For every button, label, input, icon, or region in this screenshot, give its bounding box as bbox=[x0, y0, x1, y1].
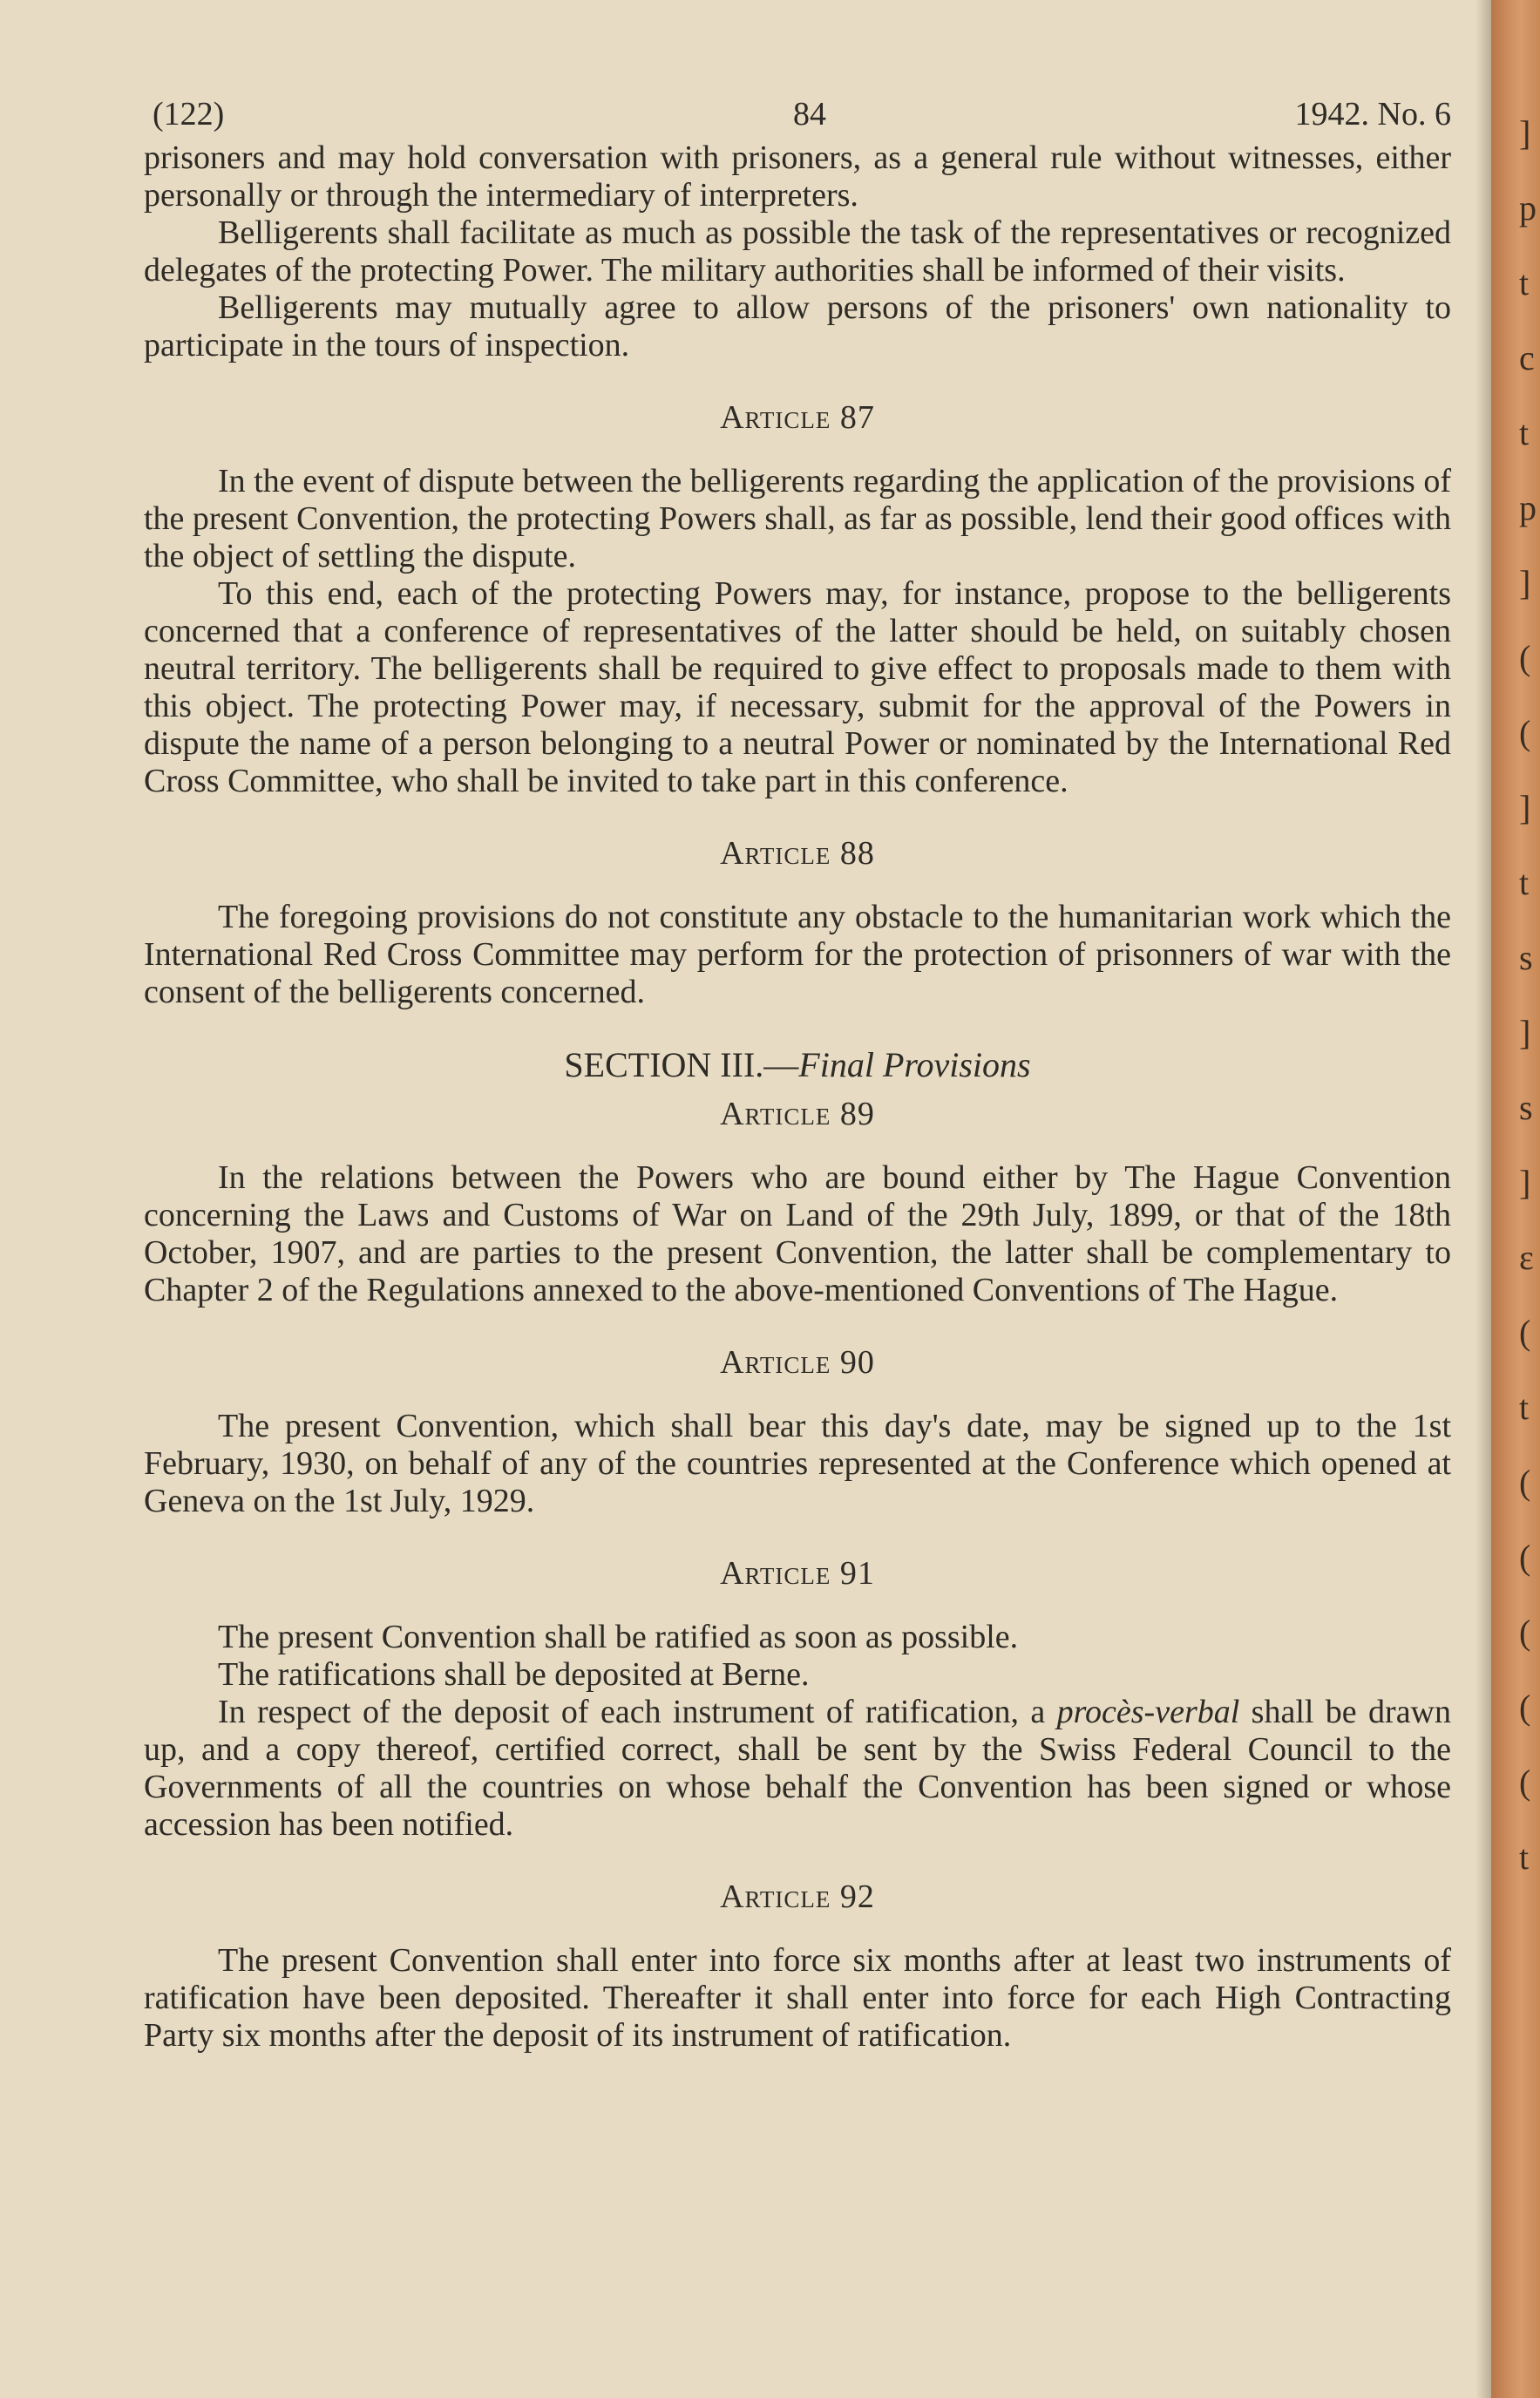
margin-fragment: p bbox=[1519, 488, 1537, 527]
article-92-heading: Article 92 bbox=[720, 1878, 875, 1915]
article-90-heading: Article 90 bbox=[720, 1344, 875, 1381]
paragraph: To this end, each of the protecting Powers may, for instance, propose to the belligerents concerned that a conference of representatives of the latter should be held, on suitably chosen neutral territory. The belligerents shall be required to give effect to proposals made to them with this object. The protecting Power may, if necessary, submit for the approval of the Powers in dispute the name of a person belonging to a neutral Power or nominated by the International Red Cross Committee, who shall be invited to take part in this conference. bbox=[144, 575, 1451, 799]
paragraph: In the relations between the Powers who are bound either by The Hague Convention concerning the Laws and Customs of War on Land of the 29th July, 1899, or that of the 18th October, 1907, and are parties to the present Convention, the latter shall be complementary to Chapter 2 of the Regulations annexed to the above-mentioned Conventions of The Hague. bbox=[144, 1159, 1451, 1308]
paragraph: The ratifications shall be deposited at Berne. bbox=[218, 1656, 810, 1693]
text-run: shall be drawn up, and a copy thereof, certified correct, shall be sent by the Swiss Federal Council to the Governments of all the countries on whose behalf the Convention has been signed or whose accession has been notified. bbox=[144, 1694, 1451, 1843]
adjacent-page-margin-text bbox=[1519, 96, 1537, 1895]
section-title-italic: Final Provisions bbox=[798, 1045, 1031, 1084]
margin-fragment: s bbox=[1519, 938, 1533, 977]
margin-fragment: p bbox=[1519, 188, 1537, 228]
margin-fragment: ( bbox=[1519, 713, 1531, 752]
section-title-prefix: SECTION III.— bbox=[564, 1045, 799, 1084]
paragraph: The present Convention shall enter into force six months after at least two instruments of ratification have been deposited. Thereafter it shall enter into force for each High Contracting Party six months after the deposit of its instrument of ratification. bbox=[144, 1942, 1451, 2054]
paragraph: Belligerents shall facilitate as much as possible the task of the representatives or recognized delegates of the protecting Power. The military authorities shall be informed of their visits. bbox=[144, 214, 1451, 289]
page-content bbox=[144, 87, 1451, 2055]
margin-fragment: c bbox=[1519, 338, 1535, 377]
paragraph: Belligerents may mutually agree to allow persons of the prisoners' own nationality to participate in the tours of inspection. bbox=[144, 289, 1451, 363]
header-page-ref: (122) bbox=[153, 96, 225, 132]
margin-fragment: ( bbox=[1519, 1688, 1531, 1727]
margin-fragment: ( bbox=[1519, 1613, 1531, 1652]
section-iii-title bbox=[144, 1046, 1451, 1084]
margin-fragment: t bbox=[1519, 413, 1530, 452]
margin-fragment: s bbox=[1519, 1088, 1533, 1127]
margin-fragment: ] bbox=[1519, 113, 1531, 153]
margin-fragment: ε bbox=[1519, 1238, 1534, 1277]
margin-fragment: t bbox=[1519, 1838, 1530, 1877]
margin-fragment: ] bbox=[1519, 1163, 1531, 1202]
margin-fragment: ( bbox=[1519, 1763, 1531, 1802]
article-89-heading: Article 89 bbox=[720, 1096, 875, 1132]
margin-fragment: ( bbox=[1519, 1538, 1531, 1577]
article-87-heading: Article 87 bbox=[720, 399, 875, 436]
paragraph: In the event of dispute between the belligerents regarding the application of the provisions of the present Convention, the protecting Powers shall, as far as possible, lend their good offices with the object of settling the dispute. bbox=[144, 463, 1451, 574]
margin-fragment: ( bbox=[1519, 1463, 1531, 1502]
article-88-heading: Article 88 bbox=[720, 835, 875, 872]
paragraph: prisoners and may hold conversation with prisoners, as a general rule without witnesses, either personally or through the intermediary of interpreters. bbox=[144, 139, 1451, 214]
paragraph bbox=[144, 1694, 1451, 1844]
margin-fragment: ] bbox=[1519, 788, 1531, 827]
header-year-number: 1942. No. 6 bbox=[1294, 96, 1451, 132]
margin-fragment: t bbox=[1519, 263, 1530, 302]
margin-fragment: ] bbox=[1519, 1013, 1531, 1052]
margin-fragment: t bbox=[1519, 1388, 1530, 1427]
header-page-number: 84 bbox=[793, 96, 826, 132]
article-91-heading: Article 91 bbox=[720, 1555, 875, 1592]
margin-fragment: ] bbox=[1519, 563, 1531, 602]
margin-fragment: ( bbox=[1519, 638, 1531, 677]
paragraph: The present Convention, which shall bear this day's date, may be signed up to the 1st February, 1930, on behalf of any of the countries represented at the Conference which opened at Geneva on the 1st July, 1929. bbox=[144, 1408, 1451, 1519]
text-run: In respect of the deposit of each instrument of ratification, a bbox=[218, 1694, 1057, 1730]
margin-fragment: t bbox=[1519, 863, 1530, 902]
margin-fragment: ( bbox=[1519, 1313, 1531, 1352]
paragraph: The present Convention shall be ratified as soon as possible. bbox=[218, 1619, 1019, 1655]
italic-term: procès-verbal bbox=[1056, 1694, 1240, 1730]
page-gutter-shadow bbox=[1476, 0, 1491, 2398]
paragraph: The foregoing provisions do not constitute any obstacle to the humanitarian work which the International Red Cross Committee may perform for the protection of prisonners of war with the consent of the belligerents concerned. bbox=[144, 899, 1451, 1010]
running-header bbox=[144, 87, 1451, 139]
